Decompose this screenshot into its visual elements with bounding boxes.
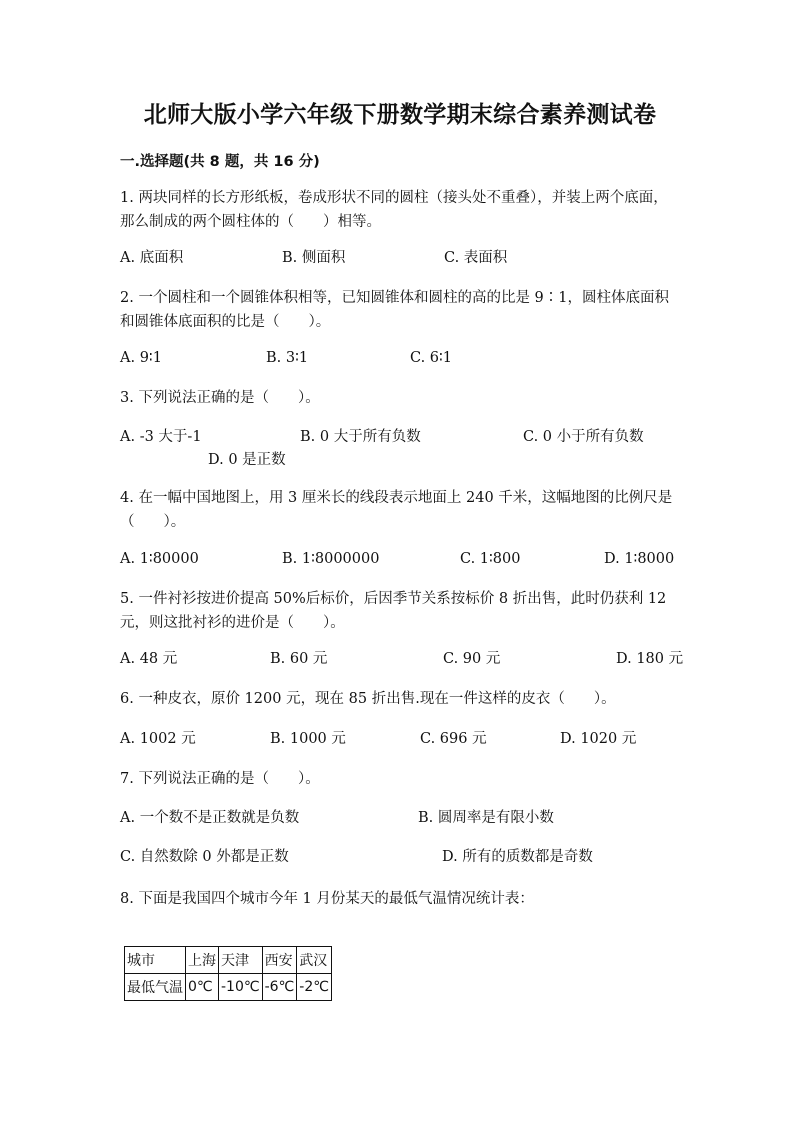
q7-option-a[interactable]: A. 一个数不是正数就是负数 bbox=[120, 810, 300, 826]
section-heading: 一.选择题(共 8 题，共 16 分) bbox=[120, 154, 320, 170]
table-cell: 最低气温 bbox=[125, 974, 186, 1001]
q5-option-a[interactable]: A. 48 元 bbox=[120, 651, 178, 667]
question-4: 4. 在一幅中国地图上，用 3 厘米长的线段表示地面上 240 千米，这幅地图的比例尺是（ ）。 bbox=[120, 490, 673, 530]
table-header-row bbox=[125, 947, 332, 974]
table-cell: -10℃ bbox=[219, 974, 263, 1001]
q6-option-d[interactable]: D. 1020 元 bbox=[560, 731, 637, 747]
q2-option-a[interactable]: A. 9∶1 bbox=[120, 350, 162, 366]
q6-option-c[interactable]: C. 696 元 bbox=[420, 731, 487, 747]
q1-option-b[interactable]: B. 侧面积 bbox=[282, 250, 346, 266]
q2-option-b[interactable]: B. 3∶1 bbox=[266, 350, 309, 366]
table-cell: -2℃ bbox=[297, 974, 332, 1001]
question-5: 5. 一件衬衫按进价提高 50%后标价，后因季节关系按标价 8 折出售，此时仍获利 12 元，则这批衬衫的进价是（ ）。 bbox=[120, 591, 667, 631]
page-title: 北师大版小学六年级下册数学期末综合素养测试卷 bbox=[143, 102, 657, 128]
table-cell: 西安 bbox=[262, 947, 297, 974]
q3-option-d[interactable]: D. 0 是正数 bbox=[208, 452, 286, 468]
table-cell: 武汉 bbox=[297, 947, 332, 974]
question-7: 7. 下列说法正确的是（ ）。 bbox=[120, 771, 320, 787]
question-6: 6. 一种皮衣，原价 1200 元，现在 85 折出售.现在一件这样的皮衣（ ）。 bbox=[120, 691, 616, 707]
q4-option-c[interactable]: C. 1∶800 bbox=[460, 551, 521, 567]
table-cell: 天津 bbox=[219, 947, 263, 974]
table-cell: 上海 bbox=[186, 947, 219, 974]
temperature-table bbox=[124, 946, 332, 1001]
table-cell: -6℃ bbox=[262, 974, 297, 1001]
question-3: 3. 下列说法正确的是（ ）。 bbox=[120, 390, 320, 406]
q4-option-b[interactable]: B. 1∶8000000 bbox=[282, 551, 380, 567]
q6-option-b[interactable]: B. 1000 元 bbox=[270, 731, 346, 747]
question-2: 2. 一个圆柱和一个圆锥体积相等，已知圆锥体和圆柱的高的比是 9∶1，圆柱体底面积和圆锥体底面积的比是（ ）。 bbox=[120, 290, 670, 330]
q5-option-b[interactable]: B. 60 元 bbox=[270, 651, 328, 667]
q7-option-c[interactable]: C. 自然数除 0 外都是正数 bbox=[120, 849, 289, 865]
q5-option-d[interactable]: D. 180 元 bbox=[616, 651, 684, 667]
q1-option-c[interactable]: C. 表面积 bbox=[444, 250, 508, 266]
q2-option-c[interactable]: C. 6∶1 bbox=[410, 350, 453, 366]
q5-option-c[interactable]: C. 90 元 bbox=[443, 651, 501, 667]
q1-option-a[interactable]: A. 底面积 bbox=[120, 250, 184, 266]
question-1: 1. 两块同样的长方形纸板，卷成形状不同的圆柱（接头处不重叠），并装上两个底面，那么制成的两个圆柱体的（ ）相等。 bbox=[120, 190, 668, 230]
table-cell: 0℃ bbox=[186, 974, 219, 1001]
q4-option-a[interactable]: A. 1∶80000 bbox=[120, 551, 199, 567]
table-row bbox=[125, 974, 332, 1001]
q3-option-b[interactable]: B. 0 大于所有负数 bbox=[300, 429, 421, 445]
q7-option-d[interactable]: D. 所有的质数都是奇数 bbox=[442, 849, 593, 865]
q3-option-a[interactable]: A. -3 大于-1 bbox=[120, 429, 202, 445]
q6-option-a[interactable]: A. 1002 元 bbox=[120, 731, 196, 747]
question-8: 8. 下面是我国四个城市今年 1 月份某天的最低气温情况统计表： bbox=[120, 891, 534, 907]
q3-option-c[interactable]: C. 0 小于所有负数 bbox=[523, 429, 644, 445]
q7-option-b[interactable]: B. 圆周率是有限小数 bbox=[418, 810, 554, 826]
table-cell: 城市 bbox=[125, 947, 186, 974]
q4-option-d[interactable]: D. 1∶8000 bbox=[604, 551, 675, 567]
